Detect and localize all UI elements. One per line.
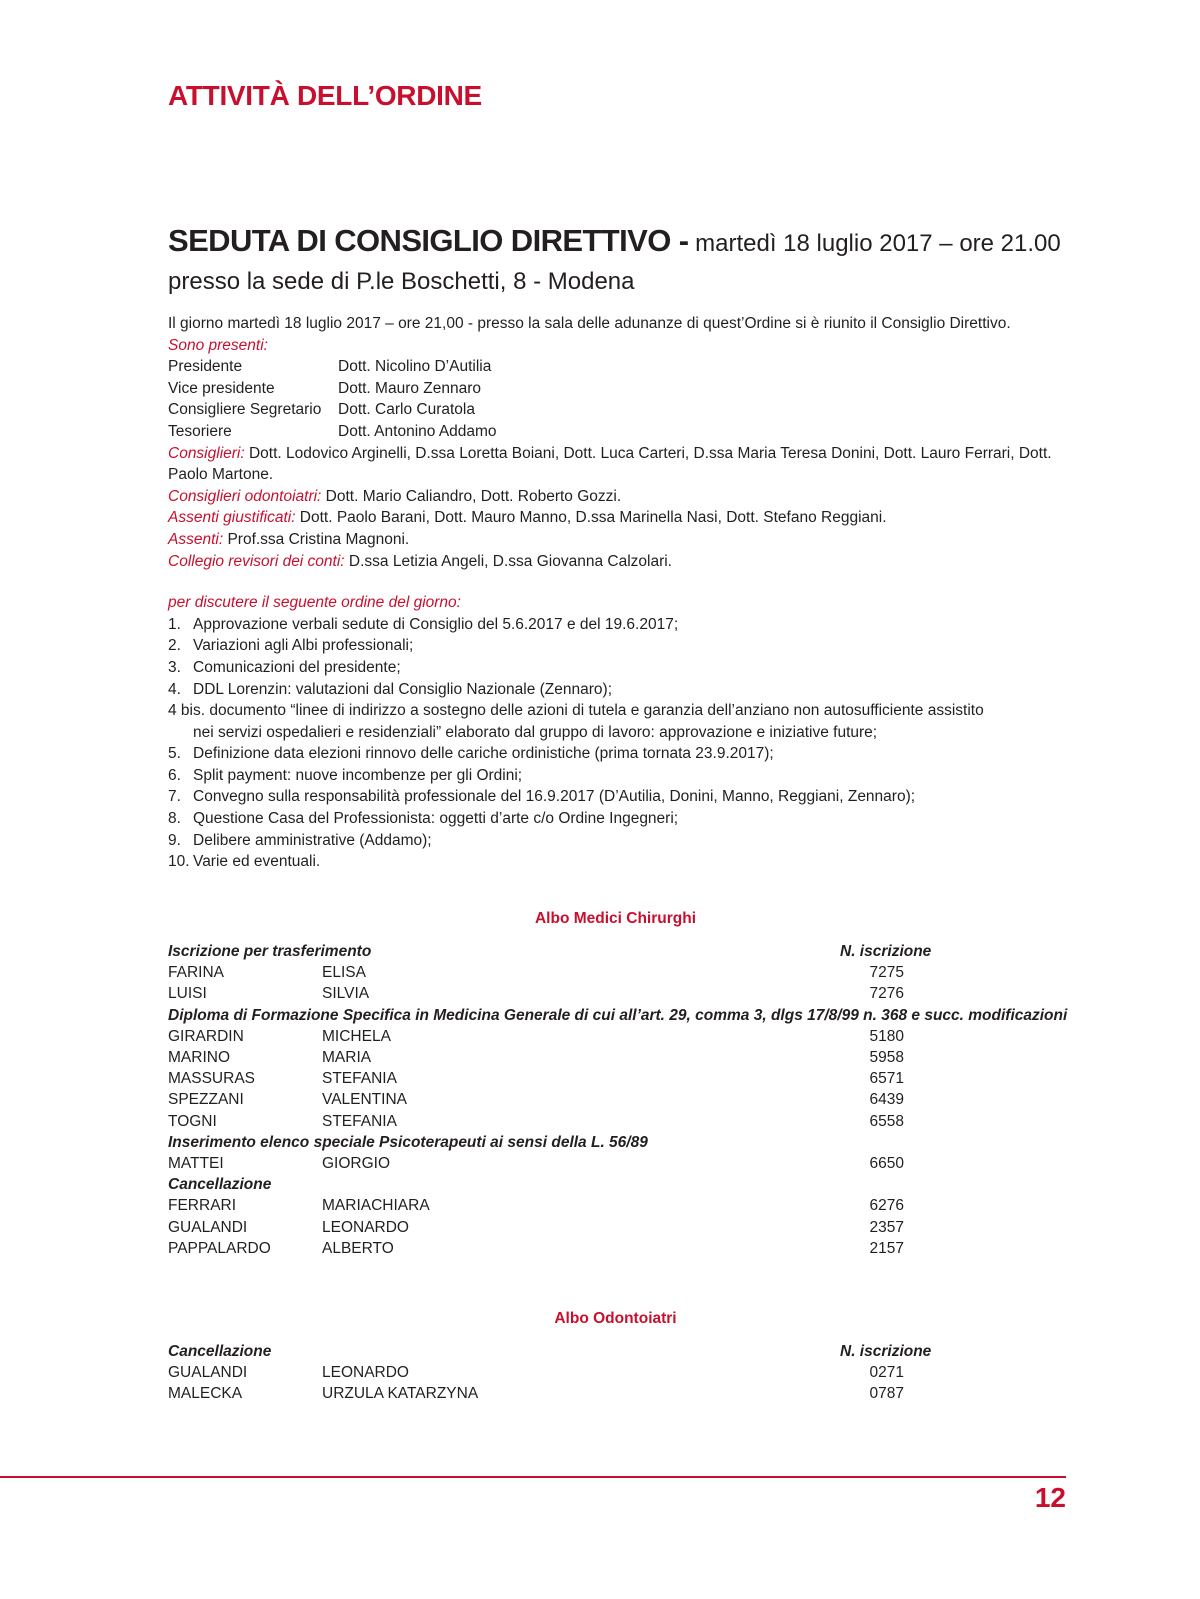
meeting-title: SEDUTA DI CONSIGLIO DIRETTIVO -: [168, 223, 689, 258]
role-row: [168, 421, 1073, 443]
number-cell: 6276: [869, 1197, 904, 1215]
surname-cell: TOGNI: [168, 1112, 217, 1130]
agenda-item: [168, 830, 1073, 852]
agenda-text: Definizione data elezioni rinnovo delle cariche ordinistiche (prima tornata 23.9.2017);: [193, 745, 774, 763]
number-cell: 7275: [869, 964, 904, 982]
section-heading: Cancellazione: [168, 1343, 272, 1360]
surname-cell: MATTEI: [168, 1155, 224, 1173]
role-person: Dott. Mauro Zennaro: [338, 379, 482, 397]
meeting-date: martedì 18 luglio 2017 – ore 21.00: [688, 230, 1061, 257]
section-heading: Iscrizione per trasferimento: [168, 943, 372, 960]
intro-paragraph: Il giorno martedì 18 luglio 2017 – ore 21,00 - presso la sala delle adunanze di quest’Ordine si è riunito il Consiglio Direttivo.: [168, 315, 1011, 332]
group-label: Consiglieri:: [168, 444, 245, 462]
agenda-text: Variazioni agli Albi professionali;: [193, 637, 414, 655]
role-person: Dott. Antonino Addamo: [338, 422, 497, 440]
page-number: 12: [1034, 1482, 1066, 1513]
number-cell: 0787: [869, 1385, 904, 1403]
section-heading: Diploma di Formazione Specifica in Medicina Generale di cui all’art. 29, comma 3, dlgs 17/8/99 n. 368 e succ. modificazioni: [168, 1006, 1068, 1024]
present-label: Sono presenti:: [168, 336, 268, 354]
group-members: Dott. Lodovico Arginelli, D.ssa Loretta Boiani, Dott. Luca Carteri, D.ssa Maria Teresa Donini, Dott. Lauro Ferrari, Dott. Paolo Martone.: [168, 444, 1052, 484]
group-odontoiatri: [168, 486, 1073, 508]
name-cell: MARIACHIARA: [322, 1197, 430, 1215]
number-cell: 6439: [869, 1091, 904, 1109]
role-row: [168, 399, 1073, 421]
role-title: Consigliere Segretario: [168, 401, 322, 419]
agenda-number: 3.: [168, 658, 181, 676]
table-row: [168, 983, 1073, 1004]
role-row: [168, 378, 1073, 400]
agenda-label: per discutere il seguente ordine del giorno:: [168, 594, 461, 612]
table-header: [168, 1341, 1073, 1362]
group-members: D.ssa Letizia Angeli, D.ssa Giovanna Calzolari.: [344, 552, 672, 570]
agenda-number: 8.: [168, 810, 181, 828]
table-row: [168, 1026, 1073, 1047]
group-label: Assenti giustificati:: [168, 509, 296, 527]
group-revisori: [168, 551, 1073, 573]
group-assenti: [168, 529, 1073, 551]
group-label: Consiglieri odontoiatri:: [168, 487, 322, 505]
group-members: Dott. Mario Caliandro, Dott. Roberto Gozzi.: [321, 487, 622, 505]
agenda-item: [168, 657, 1073, 679]
agenda-item: [168, 614, 1073, 636]
albo-odontoiatri-table: [168, 1341, 1073, 1405]
agenda-text-continued: nei servizi ospedalieri e residenziali” elaborato dal gruppo di lavoro: approvazione e iniziative future;: [193, 723, 878, 741]
albo-medici-table: [168, 941, 1073, 1259]
table-row: [168, 962, 1073, 983]
group-label: Assenti:: [168, 530, 224, 548]
agenda-text: DDL Lorenzin: valutazioni dal Consiglio Nazionale (Zennaro);: [193, 680, 613, 698]
agenda-text: Delibere amministrative (Addamo);: [193, 831, 432, 849]
agenda-number: 1.: [168, 615, 181, 633]
name-cell: GIORGIO: [322, 1155, 391, 1173]
surname-cell: MALECKA: [168, 1385, 243, 1403]
name-cell: MICHELA: [322, 1027, 391, 1045]
table-row: [168, 1068, 1073, 1089]
role-title: Tesoriere: [168, 422, 232, 440]
surname-cell: SPEZZANI: [168, 1091, 244, 1109]
role-row: [168, 356, 1073, 378]
name-cell: VALENTINA: [322, 1091, 407, 1109]
agenda-text: Questione Casa del Professionista: oggetti d’arte c/o Ordine Ingegneri;: [193, 810, 679, 828]
number-cell: 5958: [869, 1049, 904, 1067]
agenda-item: [168, 765, 1073, 787]
spacer: [168, 572, 1073, 592]
agenda-text: Varie ed eventuali.: [193, 853, 321, 871]
agenda-item: [168, 851, 1073, 873]
name-cell: ALBERTO: [322, 1239, 394, 1257]
agenda-item: [168, 786, 1073, 808]
group-assenti-giustificati: [168, 507, 1073, 529]
minutes-body: [168, 313, 1073, 873]
agenda-number: 2.: [168, 637, 181, 655]
agenda-item: [168, 743, 1073, 765]
surname-cell: LUISI: [168, 985, 207, 1003]
name-cell: LEONARDO: [322, 1364, 409, 1382]
agenda-item-4-bis: [168, 700, 1073, 743]
table-row: [168, 1217, 1073, 1238]
agenda-text: Approvazione verbali sedute di Consiglio del 5.6.2017 e del 19.6.2017;: [193, 615, 679, 633]
agenda-item: [168, 808, 1073, 830]
name-cell: MARIA: [322, 1049, 372, 1067]
surname-cell: MASSURAS: [168, 1070, 255, 1088]
meeting-place: presso la sede di P.le Boschetti, 8 - Modena: [168, 268, 635, 295]
agenda-number: 9.: [168, 831, 181, 849]
section-heading: Inserimento elenco speciale Psicoterapeuti ai sensi della L. 56/89: [168, 1133, 648, 1151]
albo-odontoiatri-title: Albo Odontoiatri: [554, 1310, 677, 1327]
number-cell: 5180: [869, 1027, 904, 1045]
name-cell: ELISA: [322, 964, 366, 982]
number-cell: 2157: [869, 1239, 904, 1257]
table-header: [168, 941, 1073, 962]
group-consiglieri: [168, 443, 1073, 486]
group-members: Prof.ssa Cristina Magnoni.: [223, 530, 410, 548]
group-members: Dott. Paolo Barani, Dott. Mauro Manno, D.ssa Marinella Nasi, Dott. Stefano Reggiani.: [295, 509, 887, 527]
role-title: Presidente: [168, 358, 243, 376]
surname-cell: MARINO: [168, 1049, 230, 1067]
agenda-text: 4 bis. documento “linee di indirizzo a sostegno delle azioni di tutela e garanzia dell’anziano non autosufficiente assistito: [168, 702, 984, 720]
table-row: [168, 1238, 1073, 1259]
table-row: [168, 1047, 1073, 1068]
agenda-item: [168, 635, 1073, 657]
name-cell: STEFANIA: [322, 1070, 397, 1088]
surname-cell: FERRARI: [168, 1197, 237, 1215]
number-cell: 6650: [869, 1155, 904, 1173]
agenda-text: Comunicazioni del presidente;: [193, 658, 401, 676]
table-row: [168, 1383, 1073, 1404]
surname-cell: GIRARDIN: [168, 1027, 244, 1045]
agenda-number: 7.: [168, 788, 181, 806]
name-cell: STEFANIA: [322, 1112, 397, 1130]
number-cell: 6558: [869, 1112, 904, 1130]
table-row: [168, 1195, 1073, 1216]
agenda-number: 5.: [168, 745, 181, 763]
agenda-number: 4.: [168, 680, 181, 698]
section-heading: Cancellazione: [168, 1176, 272, 1194]
table-row: [168, 1362, 1073, 1383]
name-cell: LEONARDO: [322, 1218, 409, 1236]
agenda-item: [168, 679, 1073, 701]
name-cell: URZULA KATARZYNA: [322, 1385, 479, 1403]
albo-medici-title: Albo Medici Chirurghi: [534, 910, 697, 927]
meeting-title-block: [168, 222, 1073, 300]
number-cell: 7276: [869, 985, 904, 1003]
section-header: ATTIVITÀ DELL’ORDINE: [168, 80, 482, 111]
agenda-text: Convegno sulla responsabilità professionale del 16.9.2017 (D’Autilia, Donini, Manno, Reggiani, Zennaro);: [193, 788, 916, 806]
group-label: Collegio revisori dei conti:: [168, 552, 345, 570]
surname-cell: PAPPALARDO: [168, 1239, 271, 1257]
number-column-header: N. iscrizione: [840, 943, 932, 960]
table-row: [168, 1153, 1073, 1174]
footer-divider: [0, 1476, 1066, 1478]
number-cell: 6571: [869, 1070, 904, 1088]
table-row: [168, 1111, 1073, 1132]
number-cell: 2357: [869, 1218, 904, 1236]
number-column-header: N. iscrizione: [840, 1343, 932, 1360]
role-person: Dott. Nicolino D’Autilia: [338, 358, 492, 376]
agenda-number: 6.: [168, 766, 181, 784]
table-row: [168, 1089, 1073, 1110]
number-cell: 0271: [869, 1364, 904, 1382]
agenda-number: 10.: [168, 853, 190, 871]
surname-cell: GUALANDI: [168, 1364, 248, 1382]
surname-cell: GUALANDI: [168, 1218, 248, 1236]
agenda-text: Split payment: nuove incombenze per gli Ordini;: [193, 766, 523, 784]
surname-cell: FARINA: [168, 964, 224, 982]
name-cell: SILVIA: [322, 985, 370, 1003]
role-person: Dott. Carlo Curatola: [338, 401, 475, 419]
role-title: Vice presidente: [168, 379, 275, 397]
